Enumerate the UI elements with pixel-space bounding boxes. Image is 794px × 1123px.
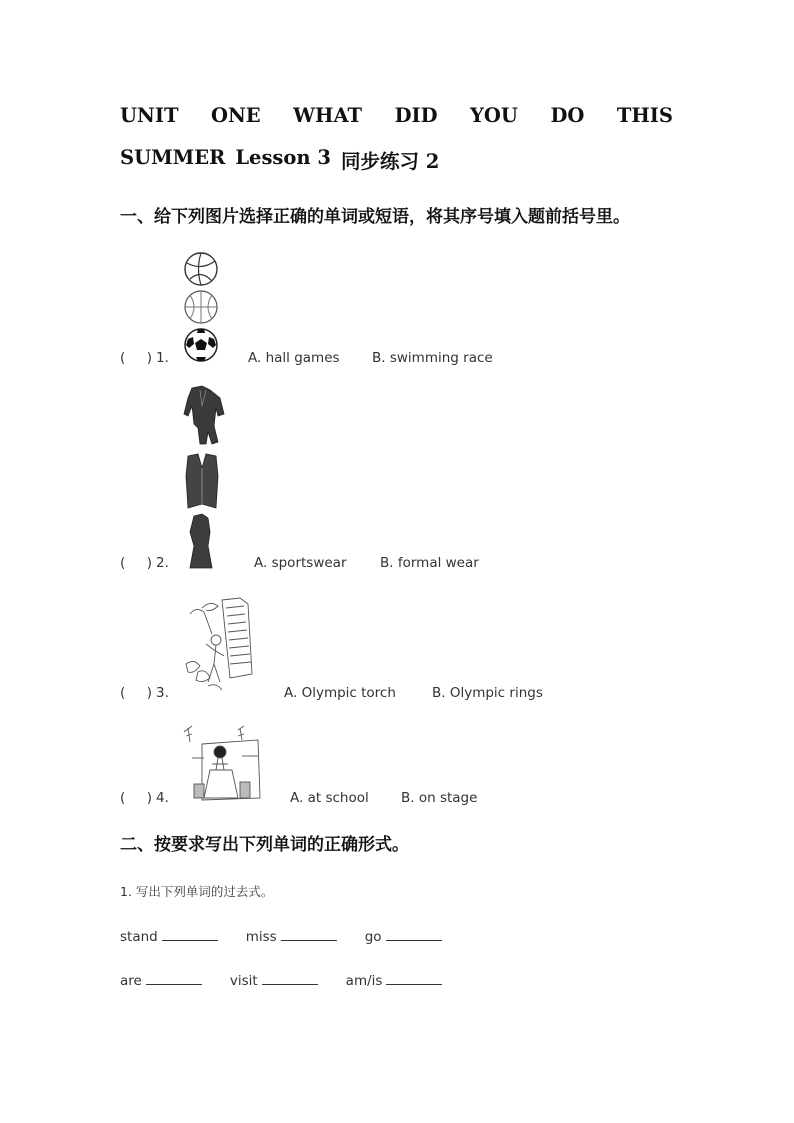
question-row-3	[120, 685, 169, 701]
answer-bracket[interactable]: ( )	[120, 790, 152, 806]
fill-item: are	[120, 972, 202, 989]
option-a: A. Olympic torch	[284, 685, 396, 701]
option-b: B. swimming race	[372, 350, 493, 366]
title-word: DID	[394, 104, 438, 127]
title-word: WHAT	[293, 104, 363, 127]
title-word: THIS	[616, 104, 673, 127]
basketball-icon	[185, 291, 217, 323]
question-number: 2.	[156, 555, 169, 571]
page-title-line2	[120, 146, 673, 174]
torch-runner-picture	[182, 594, 260, 696]
answer-blank[interactable]	[386, 972, 442, 985]
sub-instruction: 1. 写出下列单词的过去式。	[120, 884, 274, 899]
title-word: ONE	[210, 104, 261, 127]
fill-item: am/is	[346, 972, 443, 989]
balls-picture	[184, 251, 220, 363]
fill-item: miss	[246, 928, 337, 945]
question-row-4	[120, 790, 169, 806]
fill-row-1	[120, 928, 470, 945]
volleyball-icon	[185, 253, 217, 285]
fill-row-2	[120, 972, 470, 989]
option-a: A. sportswear	[254, 555, 347, 571]
soccer-ball-icon	[185, 329, 217, 361]
answer-blank[interactable]	[281, 928, 337, 941]
answer-bracket[interactable]: ( )	[120, 685, 152, 701]
page-title-line1	[120, 104, 673, 127]
fill-item: visit	[230, 972, 318, 989]
clothes-picture	[180, 386, 228, 570]
fill-item: go	[365, 928, 442, 945]
question-row-2	[120, 555, 169, 571]
answer-blank[interactable]	[162, 928, 218, 941]
answer-bracket[interactable]: ( )	[120, 350, 152, 366]
section2-heading: 二、按要求写出下列单词的正确形式。	[120, 835, 409, 855]
fill-item: stand	[120, 928, 218, 945]
option-b: B. Olympic rings	[432, 685, 543, 701]
question-number: 3.	[156, 685, 169, 701]
answer-blank[interactable]	[146, 972, 202, 985]
suit-icon	[184, 386, 224, 444]
answer-blank[interactable]	[386, 928, 442, 941]
title-word: SUMMER	[120, 146, 226, 169]
title-word: YOU	[470, 104, 518, 127]
option-b: B. on stage	[401, 790, 478, 806]
vest-icon	[186, 454, 218, 508]
stage-girl-picture	[182, 722, 264, 804]
title-word: Lesson 3	[235, 146, 331, 169]
question-number: 4.	[156, 790, 169, 806]
answer-blank[interactable]	[262, 972, 318, 985]
title-word: UNIT	[120, 104, 179, 127]
question-number: 1.	[156, 350, 169, 366]
option-a: A. at school	[290, 790, 369, 806]
option-b: B. formal wear	[380, 555, 479, 571]
dress-icon	[190, 514, 212, 568]
title-word: DO	[550, 104, 585, 127]
answer-bracket[interactable]: ( )	[120, 555, 152, 571]
option-a: A. hall games	[248, 350, 340, 366]
title-word: 同步练习 2	[340, 150, 440, 173]
question-row-1	[120, 350, 169, 366]
section1-heading: 一、给下列图片选择正确的单词或短语，将其序号填入题前括号里。	[120, 207, 630, 227]
